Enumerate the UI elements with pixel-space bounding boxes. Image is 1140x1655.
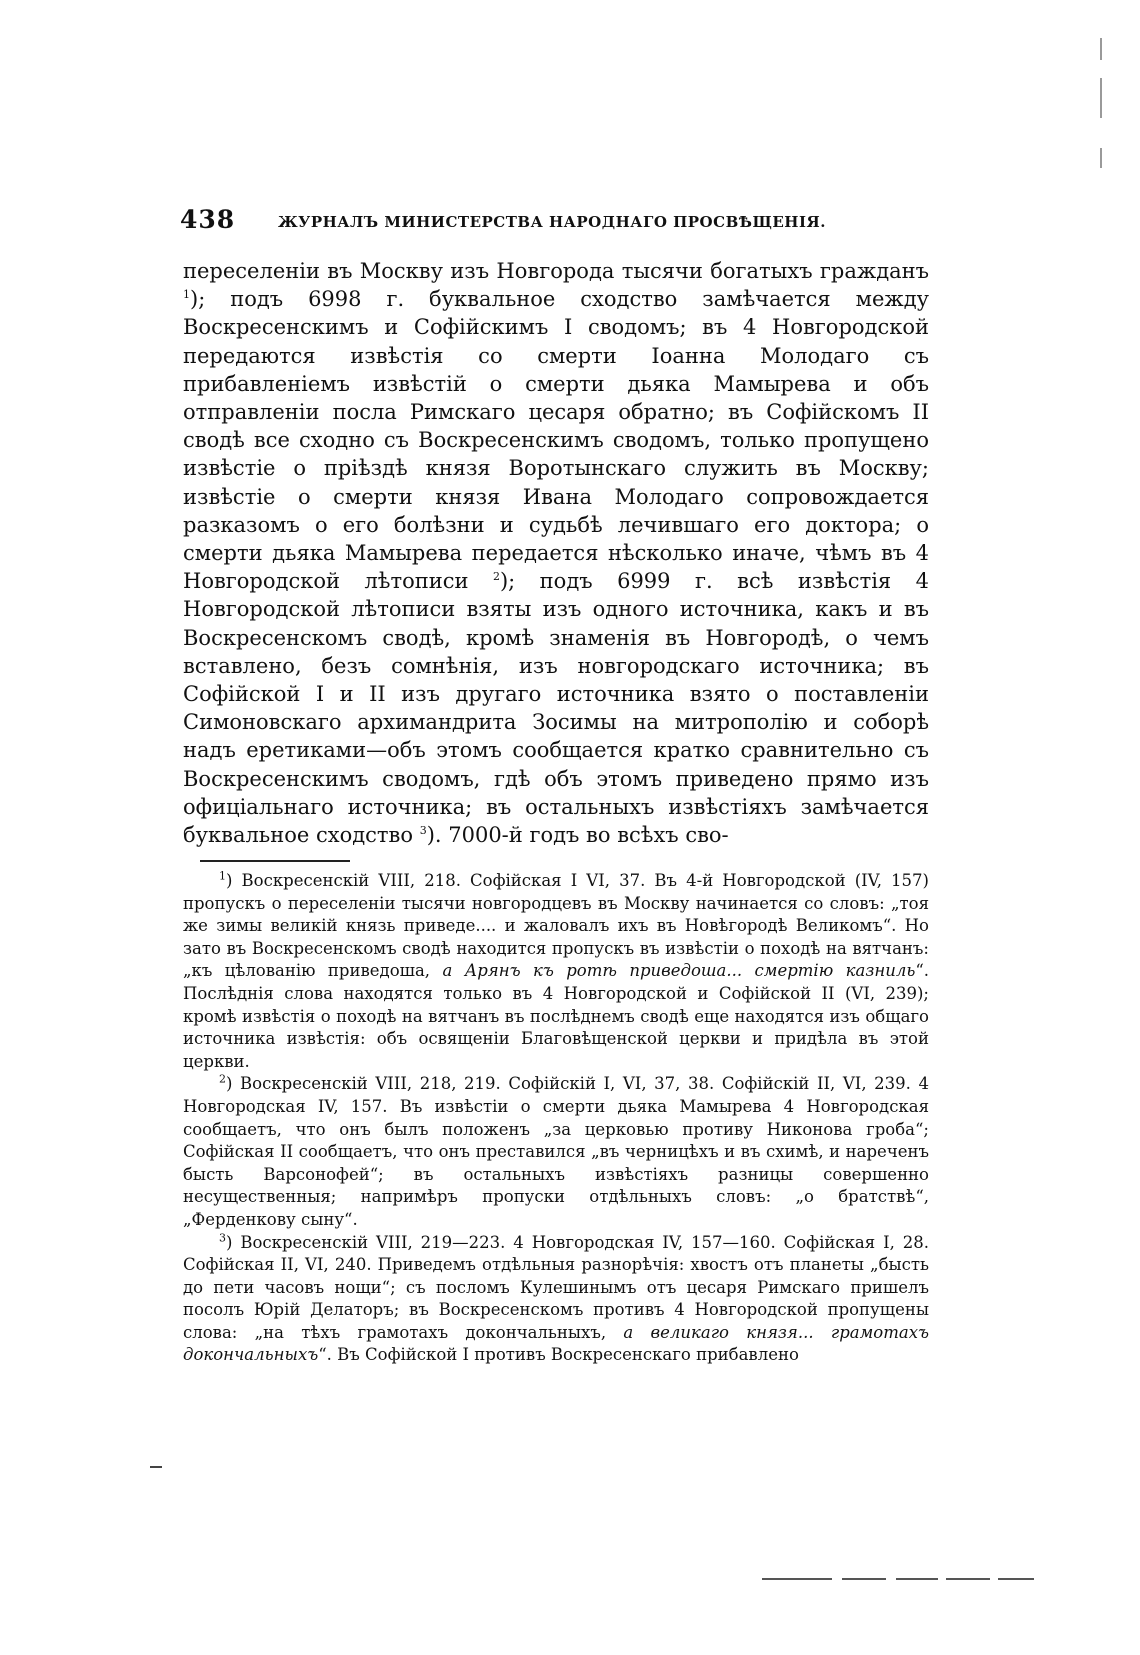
footnote-ref-2: 2: [492, 570, 500, 584]
main-text: [183, 257, 929, 849]
scan-bottom-rule: [946, 1578, 990, 1580]
body-text-segment: ); подъ 6999 г. всѣ извѣстія 4 Новгородской лѣтописи взяты изъ одного источника, какъ и въ Воскресенскомъ сводѣ, кромѣ знаменія въ Новгородѣ, о чемъ вставлено, безъ сомнѣнія, изъ новгородскаго источника; въ Софійской I и II изъ другаго источника взято о поставленіи Симоновскаго архимандрита Зосимы на митрополію и соборѣ надъ еретиками—объ этомъ сообщается кратко сравнительно съ Воскресенскимъ сводомъ, гдѣ объ этомъ приведено прямо изъ офиціальнаго источника; въ остальныхъ извѣстіяхъ замѣчается буквальное сходство: [183, 569, 929, 848]
scan-bottom-rule: [842, 1578, 886, 1580]
footnote-separator: [200, 860, 350, 862]
scan-bottom-rule: [896, 1578, 938, 1580]
scan-dash-mark: [150, 1466, 162, 1468]
footnote-text: ) Воскресенскій VIII, 219—223. 4 Новгородская IV, 157—160. Софійская I, 28. Софійская II, VI, 240. Приведемъ отдѣльныя разнорѣчія: хвостъ отъ планеты „бысть до пети часовъ нощи“; съ посломъ Кулешинымъ отъ цесаря Римскаго пришелъ посолъ Юрій Делаторъ; въ Воскресенскомъ противъ 4 Новгородской пропущены слова: „на тѣхъ грамотахъ докончальныхъ,: [183, 1232, 929, 1342]
footnote-text: ) Воскресенскій VIII, 218. Софійская I VI, 37. Въ 4-й Новгородской (IV, 157) пропускъ о переселеніи тысячи новгородцевъ въ Москву начинается со словъ: „тоя же зимы великій князь приведе.... и жаловалъ ихъ въ Новѣгородѣ Великомъ“. Но зато въ Воскресенскомъ сводѣ находится пропускъ въ извѣстіи о походѣ на вятчанъ: „къ цѣлованію приведоша,: [183, 871, 929, 981]
page-number: 438: [180, 205, 236, 234]
footnote-text: ) Воскресенскій VIII, 218, 219. Софійскій I, VI, 37, 38. Софійскій II, VI, 239. 4 Новгородская IV, 157. Въ извѣстіи о смерти дьяка Мамырева 4 Новгородская сообщаетъ, что онъ былъ положенъ „за церковью противу Никонова гроба“; Софійская II сообщаетъ, что онъ преставился „въ черницѣхъ и въ схимѣ, и нареченъ бысть Варсонофей“; въ остальныхъ извѣстіяхъ разницы совершенно несущественныя; напримѣръ пропуски отдѣльныхъ словъ: „о братствѣ“, „Ферденкову сыну“.: [183, 1074, 929, 1229]
body-text-segment: ). 7000-й годъ во всѣхъ сво-: [426, 823, 729, 848]
scan-bottom-rule: [998, 1578, 1034, 1580]
scan-bottom-rule: [762, 1578, 832, 1580]
running-head: ЖУРНАЛЪ МИНИСТЕРСТВА НАРОДНАГО ПРОСВѢЩЕНІЯ.: [278, 213, 826, 231]
scan-mark-lower: [1100, 148, 1102, 168]
footnote-ref-1: 1: [183, 288, 190, 302]
footnote-1: [183, 870, 929, 1073]
footnote-marker: 2: [219, 1072, 226, 1086]
body-text-segment: ); подъ 6998 г. буквальное сходство замѣчается между Воскресенскимъ и Софійскимъ I сводомъ; въ 4 Новгородской передаются извѣстія со смерти Іоанна Молодаго съ прибавленіемъ извѣстій о смерти дьяка Мамырева и объ отправленіи посла Римскаго цесаря обратно; въ Софійскомъ II сводѣ все сходно съ Воскресенскимъ сводомъ, только пропущено извѣстіе о пріѣздѣ князя Воротынскаго служить въ Москву; извѣстіе о смерти князя Ивана Молодаго сопровождается разказомъ о его болѣзни и судьбѣ лечившаго его доктора; о смерти дьяка Мамырева передается нѣсколько иначе, чѣмъ въ 4 Новгородской лѣтописи: [183, 287, 929, 594]
body-text-segment: переселеніи въ Москву изъ Новгорода тысячи богатыхъ гражданъ: [183, 259, 929, 283]
footnote-ref-3: 3: [419, 824, 427, 838]
footnote-text: “. Въ Софійской I противъ Воскресенскаго прибавлено: [318, 1345, 799, 1365]
footnote-2: [183, 1073, 929, 1231]
footnote-italic-quote: а великаго князя... грамотахъ докончальныхъ: [183, 1322, 929, 1365]
footnote-italic-quote: а Арянъ къ ротѣ приведоша... смертію казниль: [442, 961, 916, 981]
footnotes: [183, 870, 929, 1367]
scan-mark-top: [1100, 38, 1102, 60]
footnote-marker: 3: [219, 1231, 226, 1244]
page-header: [170, 205, 930, 245]
footnote-text: “. Послѣднія слова находятся только въ 4 Новгородской и Софійской II (VI, 239); кромѣ извѣстія о походѣ на вятчанъ въ послѣднемъ сводѣ еще находятся изъ общаго источника извѣстія: объ освященіи Благовѣщенской церкви и придѣла въ этой церкви.: [183, 961, 929, 1071]
footnote-3: [183, 1232, 929, 1368]
scan-mark-middle: [1100, 78, 1102, 118]
footnote-marker: 1: [219, 869, 226, 883]
